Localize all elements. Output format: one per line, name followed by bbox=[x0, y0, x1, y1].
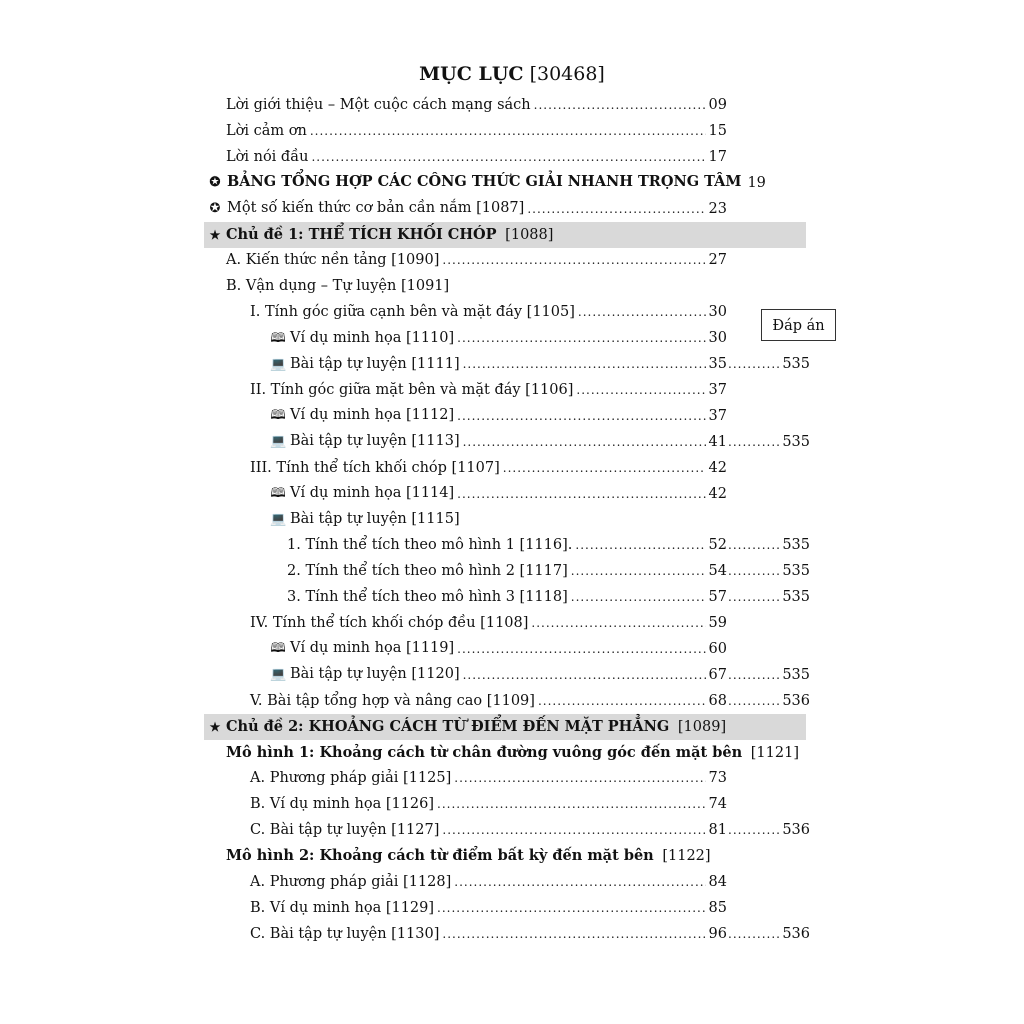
toc-title-code: [30468] bbox=[529, 63, 605, 85]
dot-leader bbox=[571, 558, 706, 584]
toc-entry bbox=[287, 584, 727, 610]
toc-entry bbox=[207, 196, 727, 222]
toc-entry-text bbox=[250, 817, 439, 843]
toc-entry-text bbox=[270, 325, 454, 352]
toc-page-number: 67 bbox=[708, 666, 727, 683]
dot-leader bbox=[442, 817, 705, 843]
toc-entry-label: Lời nói đầu bbox=[226, 148, 309, 165]
dot-leader bbox=[454, 765, 705, 791]
toc-page-number: 27 bbox=[708, 252, 727, 269]
toc-entry bbox=[250, 299, 727, 325]
toc-answer-ref bbox=[728, 921, 810, 947]
toc-entry-label: 3. Tính thể tích theo mô hình 3 [1118] bbox=[287, 589, 568, 606]
toc-entry-text bbox=[250, 688, 535, 714]
toc-page-number: 52 bbox=[708, 537, 727, 554]
toc-entry-label: Bài tập tự luyện [1120] bbox=[290, 666, 460, 683]
toc-page-number: 41 bbox=[708, 433, 727, 450]
toc-entry-code: [1122] bbox=[657, 848, 711, 865]
toc-page-number: 30 bbox=[708, 304, 727, 321]
book-icon: 🕮 bbox=[270, 641, 286, 657]
toc-entry-text bbox=[250, 455, 500, 481]
toc-entry-text bbox=[207, 195, 524, 222]
dot-leader bbox=[531, 610, 705, 636]
toc-entry bbox=[270, 662, 727, 688]
toc-entry bbox=[226, 92, 727, 118]
toc-answer-page: 536 bbox=[782, 692, 810, 709]
dot-leader bbox=[457, 325, 705, 351]
toc-entry bbox=[270, 351, 727, 377]
toc-title bbox=[0, 61, 1024, 87]
toc-entry-label: Bài tập tự luyện [1111] bbox=[290, 355, 460, 372]
dot-leader bbox=[310, 118, 706, 144]
toc-entry bbox=[226, 843, 727, 869]
toc-entry-text bbox=[250, 765, 451, 791]
laptop-icon: 💻 bbox=[270, 434, 287, 450]
dot-leader bbox=[576, 377, 705, 403]
toc-entry bbox=[270, 481, 727, 507]
toc-entry-label: C. Bài tập tự luyện [1130] bbox=[250, 925, 440, 942]
toc-entry-text bbox=[270, 480, 454, 507]
toc-page-number: 37 bbox=[708, 381, 727, 398]
toc-entry bbox=[226, 740, 799, 766]
dot-leader bbox=[457, 636, 705, 662]
toc-entry-text bbox=[226, 247, 439, 273]
dot-leader bbox=[728, 921, 781, 947]
toc-entry-label: A. Phương pháp giải [1128] bbox=[250, 874, 452, 890]
toc-entry bbox=[226, 144, 727, 170]
toc-entry bbox=[287, 532, 727, 558]
toc-entry-label: B. Ví dụ minh họa [1129] bbox=[250, 899, 435, 916]
toc-page-number: 96 bbox=[708, 925, 727, 942]
toc-entry-text bbox=[226, 740, 799, 766]
toc-answer-ref bbox=[728, 532, 810, 558]
toc-entry bbox=[226, 118, 727, 144]
dot-leader bbox=[311, 144, 705, 170]
toc-entry-text bbox=[226, 273, 449, 299]
dot-leader bbox=[463, 662, 706, 688]
toc-page-number: 42 bbox=[708, 485, 727, 502]
toc-page-number: 59 bbox=[708, 615, 727, 631]
toc-entry-text bbox=[250, 610, 528, 636]
toc-entry-text bbox=[250, 895, 434, 921]
dot-leader bbox=[728, 662, 781, 688]
dot-leader bbox=[442, 921, 705, 947]
toc-entry-text bbox=[250, 921, 439, 947]
toc-entry-code: [1088] bbox=[500, 226, 554, 243]
toc-entry bbox=[270, 403, 727, 429]
toc-entry bbox=[270, 325, 727, 351]
toc-entry bbox=[250, 455, 727, 481]
toc-entry-text bbox=[287, 532, 572, 558]
toc-entry-text bbox=[270, 351, 460, 378]
toc-entry-text bbox=[226, 144, 308, 170]
toc-entry-text bbox=[208, 222, 553, 248]
toc-entry-label: Ví dụ minh họa [1114] bbox=[290, 485, 455, 501]
dot-leader bbox=[454, 869, 705, 895]
dot-leader bbox=[538, 688, 706, 714]
dot-leader bbox=[437, 895, 706, 921]
toc-entry-label: Mô hình 2: Khoảng cách từ điểm bất kỳ đến mặt bên bbox=[226, 847, 654, 865]
dot-leader bbox=[463, 429, 706, 455]
dot-leader bbox=[728, 429, 781, 455]
dot-leader bbox=[578, 299, 706, 325]
toc-page-number: 35 bbox=[708, 356, 727, 372]
toc-answer-ref bbox=[728, 584, 810, 610]
toc-entry bbox=[270, 636, 727, 662]
toc-page-number: 15 bbox=[708, 122, 727, 139]
toc-entry bbox=[250, 765, 727, 791]
toc-entry-text bbox=[226, 843, 711, 869]
dot-leader bbox=[534, 92, 706, 118]
toc-entry-label: 1. Tính thể tích theo mô hình 1 [1116]. bbox=[287, 537, 573, 554]
toc-entry-label: Lời giới thiệu – Một cuộc cách mạng sách bbox=[226, 97, 531, 113]
toc-page-number: 68 bbox=[708, 692, 727, 709]
toc-page-number: 17 bbox=[708, 148, 727, 165]
toc-entry-text bbox=[208, 714, 726, 740]
toc-entry-code: [1121] bbox=[746, 744, 799, 761]
toc-entry-text bbox=[270, 661, 460, 688]
toc-entry bbox=[250, 869, 727, 895]
toc-page-number: 37 bbox=[708, 407, 727, 424]
toc-answer-page: 536 bbox=[782, 925, 810, 942]
dot-leader bbox=[575, 532, 705, 558]
toc-page-number: 60 bbox=[708, 640, 727, 657]
toc-entry bbox=[250, 817, 727, 843]
toc-entry-label: III. Tính thể tích khối chóp [1107] bbox=[250, 459, 500, 476]
toc-entry-label: V. Bài tập tổng hợp và nâng cao [1109] bbox=[250, 692, 535, 709]
book-icon: 🕮 bbox=[270, 330, 286, 346]
toc-answer-ref bbox=[728, 817, 810, 843]
laptop-icon: 💻 bbox=[270, 511, 287, 527]
toc-page-number: 85 bbox=[708, 899, 727, 916]
toc-entry bbox=[226, 273, 727, 299]
toc-entry-label: B. Vận dụng – Tự luyện [1091] bbox=[226, 278, 450, 295]
toc-entry bbox=[250, 895, 727, 921]
toc-entry-label: Chủ đề 1: THỂ TÍCH KHỐI CHÓP bbox=[226, 225, 497, 243]
toc-entry bbox=[250, 377, 727, 403]
laptop-icon: 💻 bbox=[270, 356, 287, 372]
dot-leader bbox=[503, 455, 706, 481]
dot-leader bbox=[457, 481, 705, 507]
toc-title-text: MỤC LỤC bbox=[419, 63, 524, 85]
toc-page-number: 73 bbox=[708, 770, 727, 787]
book-icon: 🕮 bbox=[270, 408, 286, 424]
toc-answer-page: 535 bbox=[782, 666, 810, 683]
dot-leader bbox=[463, 351, 706, 377]
toc-section-header bbox=[204, 222, 806, 248]
dot-leader bbox=[571, 584, 706, 610]
dot-leader bbox=[728, 351, 781, 377]
toc-entry-label: A. Kiến thức nền tảng [1090] bbox=[226, 252, 440, 269]
toc-page-number: 81 bbox=[708, 822, 727, 839]
toc-entry bbox=[270, 429, 727, 455]
toc-answer-page: 535 bbox=[782, 589, 810, 606]
toc-answer-page: 535 bbox=[782, 433, 810, 450]
toc-entry-label: A. Phương pháp giải [1125] bbox=[250, 770, 452, 787]
toc-answer-ref bbox=[728, 429, 810, 455]
toc-answer-ref bbox=[728, 688, 810, 714]
toc-page-number: 23 bbox=[708, 200, 727, 217]
toc-entry-label: IV. Tính thể tích khối chóp đều [1108] bbox=[250, 615, 529, 631]
toc-page-number: 57 bbox=[708, 589, 727, 606]
dot-leader bbox=[728, 532, 781, 558]
toc-entry-text bbox=[207, 169, 741, 196]
toc-entry-label: Bài tập tự luyện [1115] bbox=[290, 510, 460, 527]
dot-leader bbox=[437, 791, 706, 817]
dot-leader bbox=[442, 247, 705, 273]
star-icon: ★ bbox=[209, 227, 221, 242]
toc-entry-text bbox=[270, 402, 454, 429]
star-circle-icon: ✪ bbox=[209, 201, 221, 217]
toc-answer-page: 536 bbox=[782, 822, 810, 839]
toc-entry-text bbox=[226, 118, 307, 144]
toc-entry-label: 2. Tính thể tích theo mô hình 2 [1117] bbox=[287, 563, 568, 580]
toc-entry-label: B. Ví dụ minh họa [1126] bbox=[250, 796, 435, 813]
toc-answer-page: 535 bbox=[782, 356, 810, 372]
toc-entry-text bbox=[270, 428, 460, 455]
toc-entry-label: Mô hình 1: Khoảng cách từ chân đường vuông góc đến mặt bên bbox=[226, 743, 743, 761]
toc-page-number: 19 bbox=[747, 174, 766, 191]
toc-page-number: 09 bbox=[708, 97, 727, 113]
toc-entry-code: [1089] bbox=[673, 718, 727, 735]
dot-leader bbox=[457, 403, 705, 429]
toc-answer-page: 535 bbox=[782, 537, 810, 554]
toc-entry-label: Ví dụ minh họa [1119] bbox=[290, 640, 455, 657]
star-circle-icon: ✪ bbox=[209, 175, 221, 191]
toc-entry bbox=[287, 558, 727, 584]
toc-page-number: 42 bbox=[708, 459, 727, 476]
toc-entry-text bbox=[226, 92, 531, 118]
toc-entry-text bbox=[270, 635, 454, 662]
toc-answer-page: 535 bbox=[782, 563, 810, 580]
laptop-icon: 💻 bbox=[270, 667, 287, 683]
toc-entry-label: C. Bài tập tự luyện [1127] bbox=[250, 822, 440, 839]
dot-leader bbox=[728, 584, 781, 610]
toc-entry-label: BẢNG TỔNG HỢP CÁC CÔNG THỨC GIẢI NHANH TRỌNG TÂM bbox=[227, 173, 742, 191]
dot-leader bbox=[728, 558, 781, 584]
toc-answer-ref bbox=[728, 351, 810, 377]
toc-entry bbox=[250, 921, 727, 947]
toc-entry-text bbox=[250, 377, 573, 403]
toc-entry-label: Bài tập tự luyện [1113] bbox=[290, 433, 460, 450]
toc-entry bbox=[226, 247, 727, 273]
toc-entry-text bbox=[287, 558, 568, 584]
toc-entry bbox=[250, 791, 727, 817]
dot-leader bbox=[728, 817, 781, 843]
toc-section-header bbox=[204, 714, 806, 740]
toc-entry bbox=[270, 506, 727, 532]
toc-entry-label: Chủ đề 2: KHOẢNG CÁCH TỪ ĐIỂM ĐẾN MẶT PHẲNG bbox=[226, 717, 670, 735]
dot-leader bbox=[728, 688, 781, 714]
toc-entry-label: Ví dụ minh họa [1110] bbox=[290, 329, 455, 346]
answer-box: Đáp án bbox=[761, 309, 836, 341]
toc-entry-label: I. Tính góc giữa cạnh bên và mặt đáy [1105] bbox=[250, 304, 575, 321]
toc-entry-text bbox=[250, 299, 575, 325]
toc-page-number: 74 bbox=[708, 796, 727, 813]
toc-page-number: 30 bbox=[708, 330, 727, 347]
book-icon: 🕮 bbox=[270, 486, 286, 501]
star-icon: ★ bbox=[209, 719, 221, 734]
dot-leader bbox=[527, 196, 705, 222]
toc-entry bbox=[207, 170, 766, 196]
toc-entry-label: Ví dụ minh họa [1112] bbox=[290, 407, 455, 424]
toc-entry-text bbox=[287, 584, 568, 610]
toc-entry bbox=[250, 688, 727, 714]
toc-entry-text bbox=[270, 506, 460, 533]
toc-entry-label: II. Tính góc giữa mặt bên và mặt đáy [1106] bbox=[250, 381, 574, 398]
toc-answer-ref bbox=[728, 662, 810, 688]
toc-entry-text bbox=[250, 791, 434, 817]
toc-page-number: 54 bbox=[708, 563, 727, 580]
toc-entry-label: Một số kiến thức cơ bản cần nắm [1087] bbox=[227, 200, 525, 217]
toc-entry bbox=[250, 610, 727, 636]
toc-answer-ref bbox=[728, 558, 810, 584]
toc-entry-label: Lời cảm ơn bbox=[226, 122, 307, 139]
toc-page-number: 84 bbox=[708, 874, 727, 890]
toc-entry-text bbox=[250, 869, 451, 895]
